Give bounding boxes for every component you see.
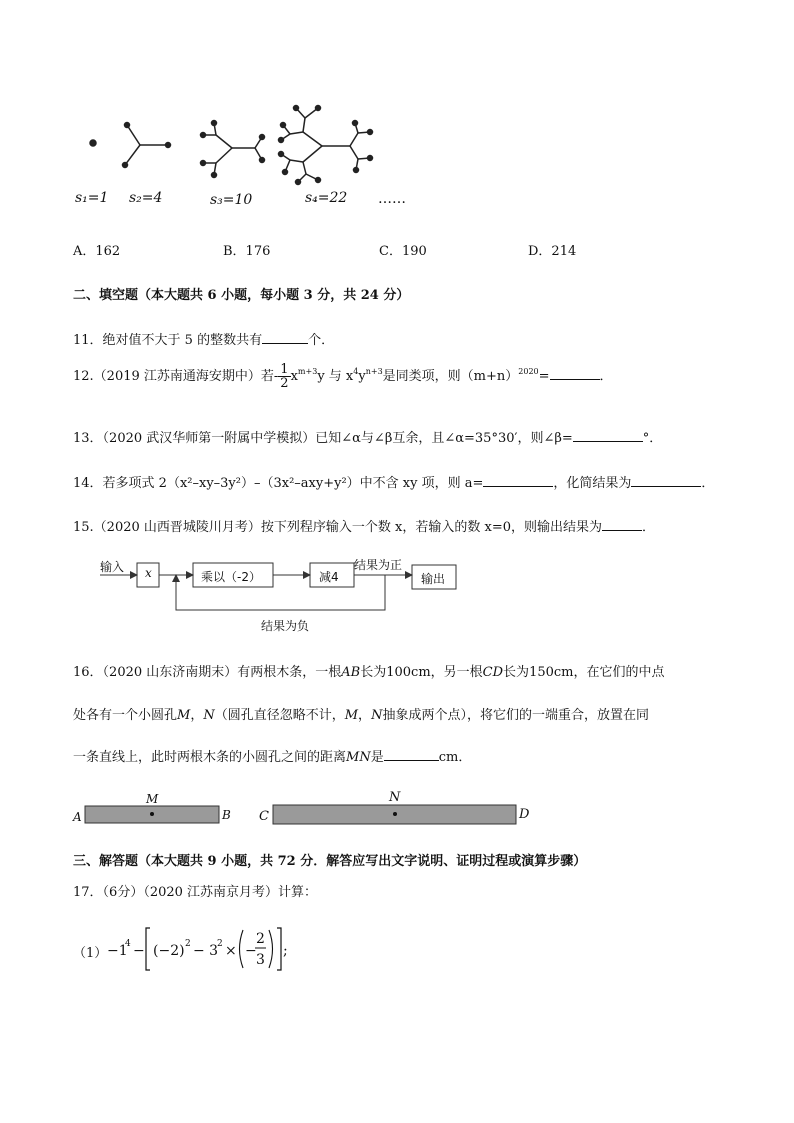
section3-title: 三、解答题（本大题共 9 小题，共 72 分．解答应写出文字说明、证明过程或演算步骤） (73, 854, 587, 869)
svg-text:×: × (225, 943, 237, 959)
question-13: 13．（2020 武汉华师第一附属中学模拟）已知∠α与∠β互余，且∠α=35°30′，则∠β= °． (73, 431, 663, 446)
q16-blank (384, 748, 439, 761)
svg-text:−1: −1 (107, 943, 128, 959)
svg-text:2: 2 (256, 931, 265, 947)
q11-blank (262, 331, 308, 344)
stick-label-d: D (519, 807, 530, 822)
flow-multiply-box: 乘以（-2） (201, 570, 261, 584)
q15-blank (602, 518, 642, 531)
stick-label-c: C (259, 809, 269, 824)
question-15: 15.（2020 山西晋城陵川月考）按下列程序输入一个数 x，若输入的数 x=0，则输出结果为 ． (73, 520, 655, 535)
flow-positive-label: 结果为正 (354, 558, 403, 572)
question-17-header: 17．（6分）（2020 江苏南京月考）计算： (73, 885, 318, 900)
label-s1: s₁=1 (75, 190, 109, 206)
flow-x-box: x (145, 566, 152, 580)
label-s3: s₃=10 (210, 192, 253, 208)
q13-blank (573, 429, 643, 442)
question-14: 14．若多项式 2（x²–xy–3y²）–（3x²–axy+y²）中不含 xy 项，则 a= ，化简结果为 ． (73, 476, 715, 491)
q17-part1-label: （1） (73, 946, 108, 961)
section2-title: 二、填空题（本大题共 6 小题，每小题 3 分，共 24 分） (73, 288, 410, 303)
q11-post: 个． (308, 333, 335, 348)
q12-fraction: $\frac{1}{2}$ (280, 362, 289, 391)
svg-text:4: 4 (125, 939, 131, 949)
question-11 (73, 329, 334, 348)
question-16-line3: 一条直线上，此时两根木条的小圆孔之间的距离MN是 cm． (73, 750, 472, 765)
svg-text:(−2): (−2) (153, 943, 185, 959)
flow-negative-label: 结果为负 (261, 619, 310, 633)
stick-label-n: N (389, 790, 401, 805)
svg-text:2: 2 (185, 939, 191, 949)
q12-blank (550, 367, 600, 380)
flow-input-label: 输入 (100, 560, 125, 574)
svg-text:;: ; (283, 943, 288, 959)
q14-blank-result (631, 474, 701, 487)
question-16-line2: 处各有一个小圆孔M，N（圆孔直径忽略不计，M，N抽象成两个点），将它们的一端重合，放置在同 (73, 708, 649, 723)
label-ellipsis: …… (378, 191, 406, 207)
label-s2: s₂=4 (129, 190, 163, 206)
stick-label-m: M (146, 792, 159, 806)
option-a: A．162 (73, 244, 121, 259)
q14-blank-a (483, 474, 553, 487)
svg-text:3: 3 (256, 952, 265, 968)
flow-output-box: 输出 (421, 572, 446, 586)
flow-subtract-box: 减4 (319, 570, 339, 584)
option-c: C．190 (379, 244, 427, 259)
svg-text:2: 2 (217, 939, 223, 949)
label-s4: s₄=22 (305, 190, 348, 206)
question-12: 12.（2019 江苏南通海安期中）若- $\frac{1}{2}$ $x^{m+3}y$ 与 $x^4y^{n+3}$是同类项，则$(m+n)^{2020}=$ ． (73, 362, 613, 391)
svg-text:− 3: − 3 (193, 943, 219, 959)
question-16-line1: 16．（2020 山东济南期末）有两根木条，一根AB长为100cm，另一根CD长为150cm，在它们的中点 (73, 665, 665, 680)
stick-label-a: A (73, 810, 82, 824)
q11-text: 11．绝对值不大于 5 的整数共有 (73, 333, 263, 348)
svg-text:−: − (133, 943, 145, 959)
svg-text:−: − (245, 943, 257, 959)
stick-label-b: B (222, 808, 231, 822)
q12-pre: 12.（2019 江苏南通海安期中）若- (73, 369, 279, 384)
option-b: B．176 (223, 244, 271, 259)
option-d: D．214 (528, 244, 577, 259)
